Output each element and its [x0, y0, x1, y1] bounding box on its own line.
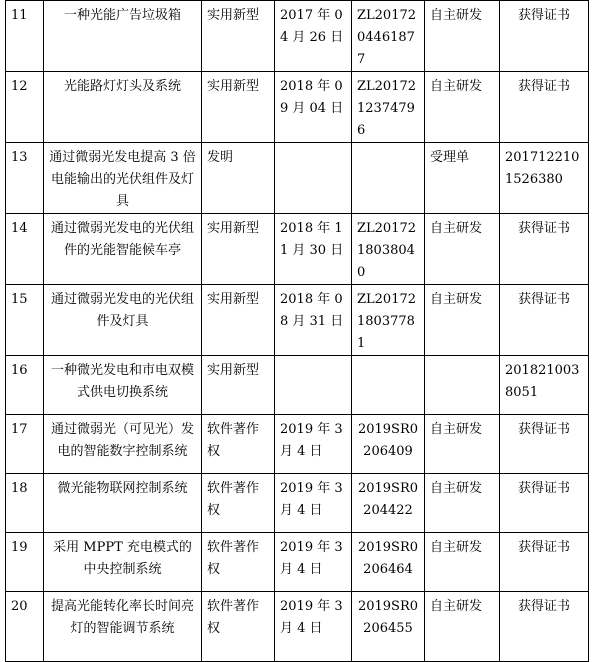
table-row	[6, 143, 589, 214]
source: 自主研发	[425, 474, 500, 533]
patent-type: 软件著作权	[202, 474, 275, 533]
source	[425, 356, 500, 415]
table-row	[6, 72, 589, 143]
status: 获得证书	[500, 214, 589, 285]
grant-date: 2018 年 11 月 30 日	[275, 214, 352, 285]
table-row	[6, 285, 589, 356]
status: 获得证书	[500, 285, 589, 356]
grant-date: 2018 年 08 月 31 日	[275, 285, 352, 356]
patent-name: 一种微光发电和市电双模式供电切换系统	[44, 356, 202, 415]
registration-number: 2019SR0206464	[352, 533, 425, 592]
patent-name: 微光能物联网控制系统	[44, 474, 202, 533]
table-row	[6, 1, 589, 72]
patent-type: 软件著作权	[202, 592, 275, 662]
patent-number	[352, 143, 425, 214]
row-number: 12	[6, 72, 44, 143]
source: 自主研发	[425, 592, 500, 662]
registration-number: 2019SR0206409	[352, 415, 425, 474]
application-number: 2018210038051	[500, 356, 589, 415]
grant-date: 2017 年 04 月 26 日	[275, 1, 352, 72]
patent-name: 一种光能广告垃圾箱	[44, 1, 202, 72]
patent-type: 软件著作权	[202, 533, 275, 592]
patent-name: 通过微弱光发电提高 3 倍电能输出的光伏组件及灯具	[44, 143, 202, 214]
patent-name: 通过微弱光发电的光伏组件及灯具	[44, 285, 202, 356]
source: 自主研发	[425, 415, 500, 474]
grant-date: 2019 年 3 月 4 日	[275, 533, 352, 592]
row-number: 17	[6, 415, 44, 474]
row-number: 11	[6, 1, 44, 72]
patent-name: 通过微弱光发电的光伏组件的光能智能候车亭	[44, 214, 202, 285]
table-row	[6, 533, 589, 592]
application-number: 2017122101526380	[500, 143, 589, 214]
patent-table	[5, 0, 589, 662]
grant-date: 2019 年 3 月 4 日	[275, 592, 352, 662]
grant-date	[275, 143, 352, 214]
patent-number: ZL2017218038040	[352, 214, 425, 285]
patent-type: 软件著作权	[202, 415, 275, 474]
patent-type: 实用新型	[202, 285, 275, 356]
registration-number: 2019SR0206455	[352, 592, 425, 662]
row-number: 20	[6, 592, 44, 662]
patent-number: ZL2017218037781	[352, 285, 425, 356]
grant-date: 2019 年 3 月 4 日	[275, 415, 352, 474]
patent-type: 实用新型	[202, 72, 275, 143]
row-number: 14	[6, 214, 44, 285]
status: 获得证书	[500, 1, 589, 72]
row-number: 15	[6, 285, 44, 356]
source: 自主研发	[425, 72, 500, 143]
grant-date	[275, 356, 352, 415]
status: 获得证书	[500, 533, 589, 592]
status: 获得证书	[500, 474, 589, 533]
grant-date: 2019 年 3 月 4 日	[275, 474, 352, 533]
patent-name: 通过微弱光（可见光）发电的智能数字控制系统	[44, 415, 202, 474]
row-number: 19	[6, 533, 44, 592]
status: 获得证书	[500, 72, 589, 143]
patent-type: 实用新型	[202, 1, 275, 72]
row-number: 13	[6, 143, 44, 214]
table-row	[6, 415, 589, 474]
patent-type: 发明	[202, 143, 275, 214]
patent-type: 实用新型	[202, 214, 275, 285]
patent-number: ZL2017212374796	[352, 72, 425, 143]
table-row	[6, 474, 589, 533]
source: 自主研发	[425, 214, 500, 285]
patent-name: 采用 MPPT 充电模式的中央控制系统	[44, 533, 202, 592]
row-number: 16	[6, 356, 44, 415]
patent-number: ZL2017204461877	[352, 1, 425, 72]
source: 受理单	[425, 143, 500, 214]
patent-number	[352, 356, 425, 415]
registration-number: 2019SR0204422	[352, 474, 425, 533]
source: 自主研发	[425, 1, 500, 72]
grant-date: 2018 年 09 月 04 日	[275, 72, 352, 143]
patent-name: 提高光能转化率长时间亮灯的智能调节系统	[44, 592, 202, 662]
patent-name: 光能路灯灯头及系统	[44, 72, 202, 143]
status: 获得证书	[500, 592, 589, 662]
patent-type: 实用新型	[202, 356, 275, 415]
table-row	[6, 356, 589, 415]
table-row	[6, 214, 589, 285]
table-row	[6, 592, 589, 662]
status: 获得证书	[500, 415, 589, 474]
row-number: 18	[6, 474, 44, 533]
source: 自主研发	[425, 533, 500, 592]
patent-table-container	[5, 0, 589, 662]
source: 自主研发	[425, 285, 500, 356]
